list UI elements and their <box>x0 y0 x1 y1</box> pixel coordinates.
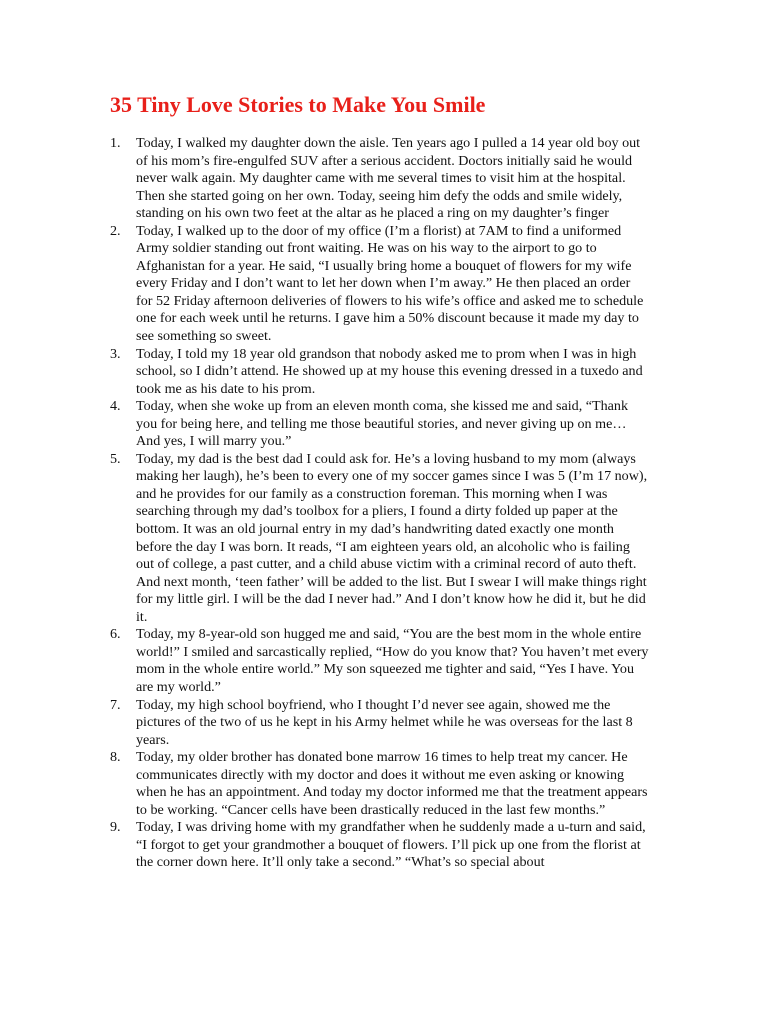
list-item <box>110 626 650 696</box>
list-item-number: 2. <box>110 222 121 239</box>
list-item-number: 9. <box>110 819 121 836</box>
list-item-text: Today, my dad is the best dad I could ask for. He’s a loving husband to my mom (always making her laugh), he’s been to every one of my soccer games since I was 5 (I’m 17 now), and he provides for our family as a construction foreman. This morning when I was searching through my dad’s toolbox for a pliers, I found a dirty folded up paper at the bottom. It was an old journal entry in my dad’s handwriting dated exactly one month before the day I was born. It reads, “I am eighteen years old, an alcoholic who is failing out of college, a past cutter, and a child abuse victim with a criminal record of auto theft. And next month, ‘teen father’ will be added to the list. But I swear I will make things right for my little girl. I will be the dad I never had.” And I don’t know how he did it, but he did it. <box>136 450 648 625</box>
list-item-text: Today, when she woke up from an eleven month coma, she kissed me and said, “Thank you for being here, and telling me those beautiful stories, and never giving up on me… And yes, I will marry you.” <box>136 398 629 450</box>
list-item-text: Today, I walked up to the door of my office (I’m a florist) at 7AM to find a uniformed Army soldier standing out front waiting. He was on his way to the airport to go to Afghanistan for a year. He said, “I usually bring home a bouquet of flowers for my wife every Friday and I don’t want to let her down when I’m away.” He then placed an order for 52 Friday afternoon deliveries of flowers to his wife’s office and asked me to schedule one for each week until he returns. I gave him a 50% discount because it made my day to see something so sweet. <box>136 222 644 345</box>
document-title: 35 Tiny Love Stories to Make You Smile <box>110 92 486 117</box>
list-item <box>110 223 650 346</box>
list-item-number: 3. <box>110 345 121 362</box>
list-item-text: Today, I was driving home with my grandfather when he suddenly made a u-turn and said, “I forgot to get your grandmother a bouquet of flowers. I’ll pick up one from the florist at the corner down here. It’ll only take a second.” “What’s so special about <box>136 819 646 871</box>
list-item-number: 5. <box>110 450 121 467</box>
list-item-number: 1. <box>110 135 121 151</box>
list-item-number: 8. <box>110 749 121 766</box>
list-item <box>110 451 650 626</box>
list-item-number: 4. <box>110 398 121 415</box>
list-item-number: 6. <box>110 626 121 643</box>
list-item <box>110 819 650 872</box>
list-item <box>110 398 650 451</box>
list-item <box>110 346 650 399</box>
list-item-text: Today, I walked my daughter down the aisle. Ten years ago I pulled a 14 year old boy out of his mom’s fire-engulfed SUV after a serious accident. Doctors initially said he would never walk again. My daughter came with me several times to visit him at the hospital. Then she started going on her own. Today, seeing him defy the odds and smile widely, standing on his own two feet at the altar as he placed a ring on my daughter’s finger <box>136 135 641 222</box>
story-list <box>110 135 650 872</box>
list-item-text: Today, my high school boyfriend, who I thought I’d never see again, showed me the pictures of the two of us he kept in his Army helmet while he was overseas for the last 8 years. <box>136 696 633 748</box>
list-item <box>110 135 650 223</box>
list-item-text: Today, my older brother has donated bone marrow 16 times to help treat my cancer. He communicates directly with my doctor and does it without me even asking or knowing when he has an appointment. And today my doctor informed me that the treatment appears to be working. “Cancer cells have been drastically reduced in the last few months.” <box>136 749 648 818</box>
list-item <box>110 749 650 819</box>
list-item <box>110 697 650 750</box>
list-item-text: Today, my 8-year-old son hugged me and said, “You are the best mom in the whole entire world!” I smiled and sarcastically replied, “How do you know that? You haven’t met every mom in the whole entire world.” My son squeezed me tighter and said, “Yes I have. You are my world.” <box>136 626 649 695</box>
list-item-text: Today, I told my 18 year old grandson that nobody asked me to prom when I was in high school, so I didn’t attend. He showed up at my house this evening dressed in a tuxedo and took me as his date to his prom. <box>136 345 643 397</box>
list-item-number: 7. <box>110 696 121 713</box>
